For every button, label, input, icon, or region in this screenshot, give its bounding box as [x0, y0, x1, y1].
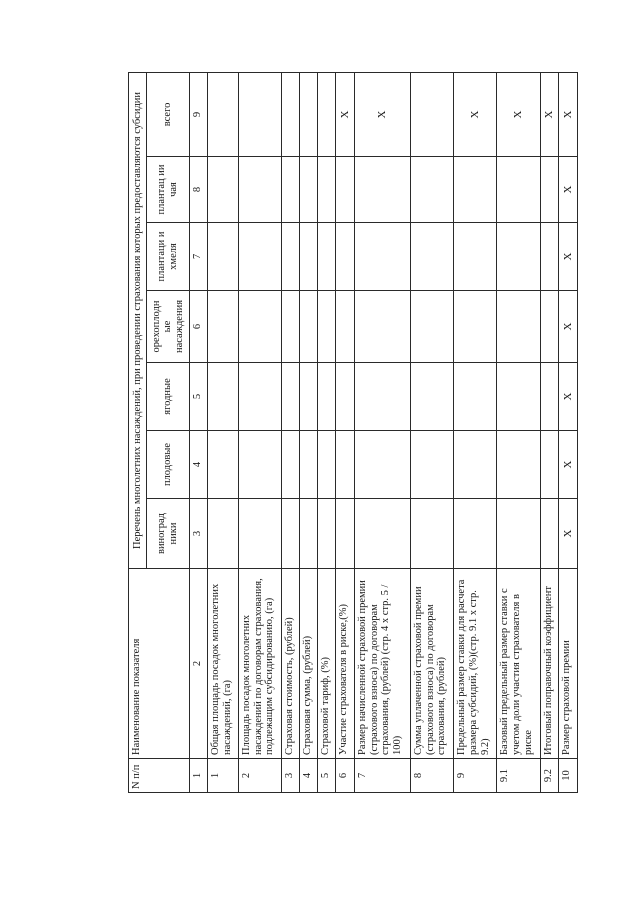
- column-number-8: 8: [190, 157, 208, 223]
- header-n: N п/п: [129, 759, 190, 793]
- table-cell: X: [559, 223, 578, 291]
- table-cell: [454, 223, 497, 291]
- table-cell: [354, 363, 410, 431]
- table-row: [559, 72, 578, 792]
- table-row: [300, 72, 318, 792]
- table-cell: [282, 72, 300, 156]
- row-label: Размер страховой премии: [559, 569, 578, 759]
- table-cell: X: [354, 72, 410, 156]
- table-cell: [497, 223, 540, 291]
- table-cell: [497, 363, 540, 431]
- row-label: Сумма уплаченной страховой премии (страхового взноса) по договорам страхования, (рублей): [410, 569, 453, 759]
- table-cell: [336, 363, 355, 431]
- table-cell: [208, 363, 239, 431]
- table-cell: [300, 72, 318, 156]
- table-cell: [354, 223, 410, 291]
- table-cell: [497, 431, 540, 499]
- subheader-2: плодовые: [147, 431, 190, 499]
- table-cell: [300, 499, 318, 569]
- row-number: 5: [318, 759, 336, 793]
- row-number: 10: [559, 759, 578, 793]
- table-cell: [354, 291, 410, 363]
- table-cell: [497, 291, 540, 363]
- table-cell: [300, 363, 318, 431]
- column-number-2: 2: [190, 569, 208, 759]
- table-cell: [336, 431, 355, 499]
- table-cell: [238, 499, 281, 569]
- table-cell: X: [336, 72, 355, 156]
- table-cell: [410, 72, 453, 156]
- table-cell: [410, 363, 453, 431]
- column-number-7: 7: [190, 223, 208, 291]
- row-label: Страховой тариф, (%): [318, 569, 336, 759]
- table-cell: [540, 499, 559, 569]
- table-cell: [540, 431, 559, 499]
- row-label: Размер начисленной страховой премии (страхового взноса) по договорам страхования, (рублей) (стр. 4 х стр. 5 / 100): [354, 569, 410, 759]
- row-number: 1: [208, 759, 239, 793]
- table-cell: [454, 431, 497, 499]
- table-cell: [318, 363, 336, 431]
- table-cell: X: [559, 363, 578, 431]
- subheader-6: плантац ии чая: [147, 157, 190, 223]
- table-row: [540, 72, 559, 792]
- column-number-1: 1: [190, 759, 208, 793]
- table-cell: [208, 431, 239, 499]
- column-number-5: 5: [190, 363, 208, 431]
- row-label: Участие страхователя в риске,(%): [336, 569, 355, 759]
- row-label: Базовый предельный размер ставки с учетом доли участия страхователя в риске: [497, 569, 540, 759]
- table-cell: [410, 223, 453, 291]
- column-number-3: 3: [190, 499, 208, 569]
- table-cell: X: [497, 72, 540, 156]
- row-label: Площадь посадок многолетних насаждений по договорам страхования, подлежащим субсидированию, (га): [238, 569, 281, 759]
- table-row: [336, 72, 355, 792]
- table-row: [497, 72, 540, 792]
- table-cell: [410, 431, 453, 499]
- row-label: Общая площадь посадок многолетних насаждений, (га): [208, 569, 239, 759]
- table-cell: [208, 72, 239, 156]
- table-row: [208, 72, 239, 792]
- table-cell: [300, 223, 318, 291]
- table-cell: [410, 499, 453, 569]
- table-cell: [300, 291, 318, 363]
- table-cell: [336, 223, 355, 291]
- row-number: 8: [410, 759, 453, 793]
- table-cell: [282, 499, 300, 569]
- table-cell: X: [559, 72, 578, 156]
- table-cell: [336, 157, 355, 223]
- table-row: [410, 72, 453, 792]
- table-row: [238, 72, 281, 792]
- table-cell: [238, 223, 281, 291]
- row-number: 3: [282, 759, 300, 793]
- table-cell: [282, 157, 300, 223]
- table-cell: [282, 363, 300, 431]
- subheader-7: всего: [147, 72, 190, 156]
- table-cell: [497, 499, 540, 569]
- table-cell: [454, 499, 497, 569]
- table-cell: [410, 157, 453, 223]
- header-number-row: [190, 72, 208, 792]
- table-cell: X: [559, 291, 578, 363]
- table-cell: [336, 291, 355, 363]
- row-number: 9.1: [497, 759, 540, 793]
- row-label: Страховая сумма, (рублей): [300, 569, 318, 759]
- table-cell: [318, 157, 336, 223]
- table-cell: [238, 431, 281, 499]
- header-name: Наименование показателя: [129, 569, 190, 759]
- table-row: [318, 72, 336, 792]
- table-cell: [208, 291, 239, 363]
- table-cell: [318, 291, 336, 363]
- row-number: 9.2: [540, 759, 559, 793]
- subheader-4: орехоплодн ые насаждения: [147, 291, 190, 363]
- table-cell: [540, 157, 559, 223]
- row-number: 4: [300, 759, 318, 793]
- header-row-1: [129, 72, 147, 792]
- table-cell: [208, 499, 239, 569]
- table-cell: [208, 157, 239, 223]
- table-cell: [454, 291, 497, 363]
- table-cell: [300, 157, 318, 223]
- row-label: Страховая стоимость, (рублей): [282, 569, 300, 759]
- table-cell: [454, 157, 497, 223]
- rotated-table-sheet: [128, 73, 578, 793]
- table-cell: [208, 223, 239, 291]
- table-cell: [282, 291, 300, 363]
- table-cell: [238, 157, 281, 223]
- table-cell: [318, 499, 336, 569]
- row-number: 6: [336, 759, 355, 793]
- table-cell: X: [540, 72, 559, 156]
- subheader-1: виноград ники: [147, 499, 190, 569]
- table-cell: [354, 499, 410, 569]
- table-row: [354, 72, 410, 792]
- table-row: [282, 72, 300, 792]
- table-cell: [318, 72, 336, 156]
- table-cell: [238, 363, 281, 431]
- table-cell: [540, 291, 559, 363]
- column-number-4: 4: [190, 431, 208, 499]
- column-number-6: 6: [190, 291, 208, 363]
- table-row: [454, 72, 497, 792]
- table-cell: X: [559, 431, 578, 499]
- table-cell: X: [454, 72, 497, 156]
- table-cell: [318, 431, 336, 499]
- table-cell: [282, 223, 300, 291]
- table-cell: [238, 72, 281, 156]
- row-number: 2: [238, 759, 281, 793]
- table-cell: X: [559, 157, 578, 223]
- table-cell: [336, 499, 355, 569]
- table-cell: [540, 223, 559, 291]
- subheader-3: ягодные: [147, 363, 190, 431]
- table-cell: [410, 291, 453, 363]
- table-cell: [540, 363, 559, 431]
- row-number: 9: [454, 759, 497, 793]
- table-cell: [300, 431, 318, 499]
- table-cell: [238, 291, 281, 363]
- table-cell: [497, 157, 540, 223]
- row-label: Предельный размер ставки для расчета размера субсидий, (%)(стр. 9.1 х стр. 9.2): [454, 569, 497, 759]
- column-number-9: 9: [190, 72, 208, 156]
- table-cell: X: [559, 499, 578, 569]
- table-cell: [282, 431, 300, 499]
- table-cell: [454, 363, 497, 431]
- row-label: Итоговый поправочный коэффициент: [540, 569, 559, 759]
- header-group: Перечень многолетних насаждений, при проведении страхования которых предоставляются субсидии: [129, 72, 147, 568]
- table-cell: [354, 431, 410, 499]
- subheader-5: плантаци и хмеля: [147, 223, 190, 291]
- table-cell: [354, 157, 410, 223]
- row-number: 7: [354, 759, 410, 793]
- insurance-table: [128, 72, 578, 793]
- table-cell: [318, 223, 336, 291]
